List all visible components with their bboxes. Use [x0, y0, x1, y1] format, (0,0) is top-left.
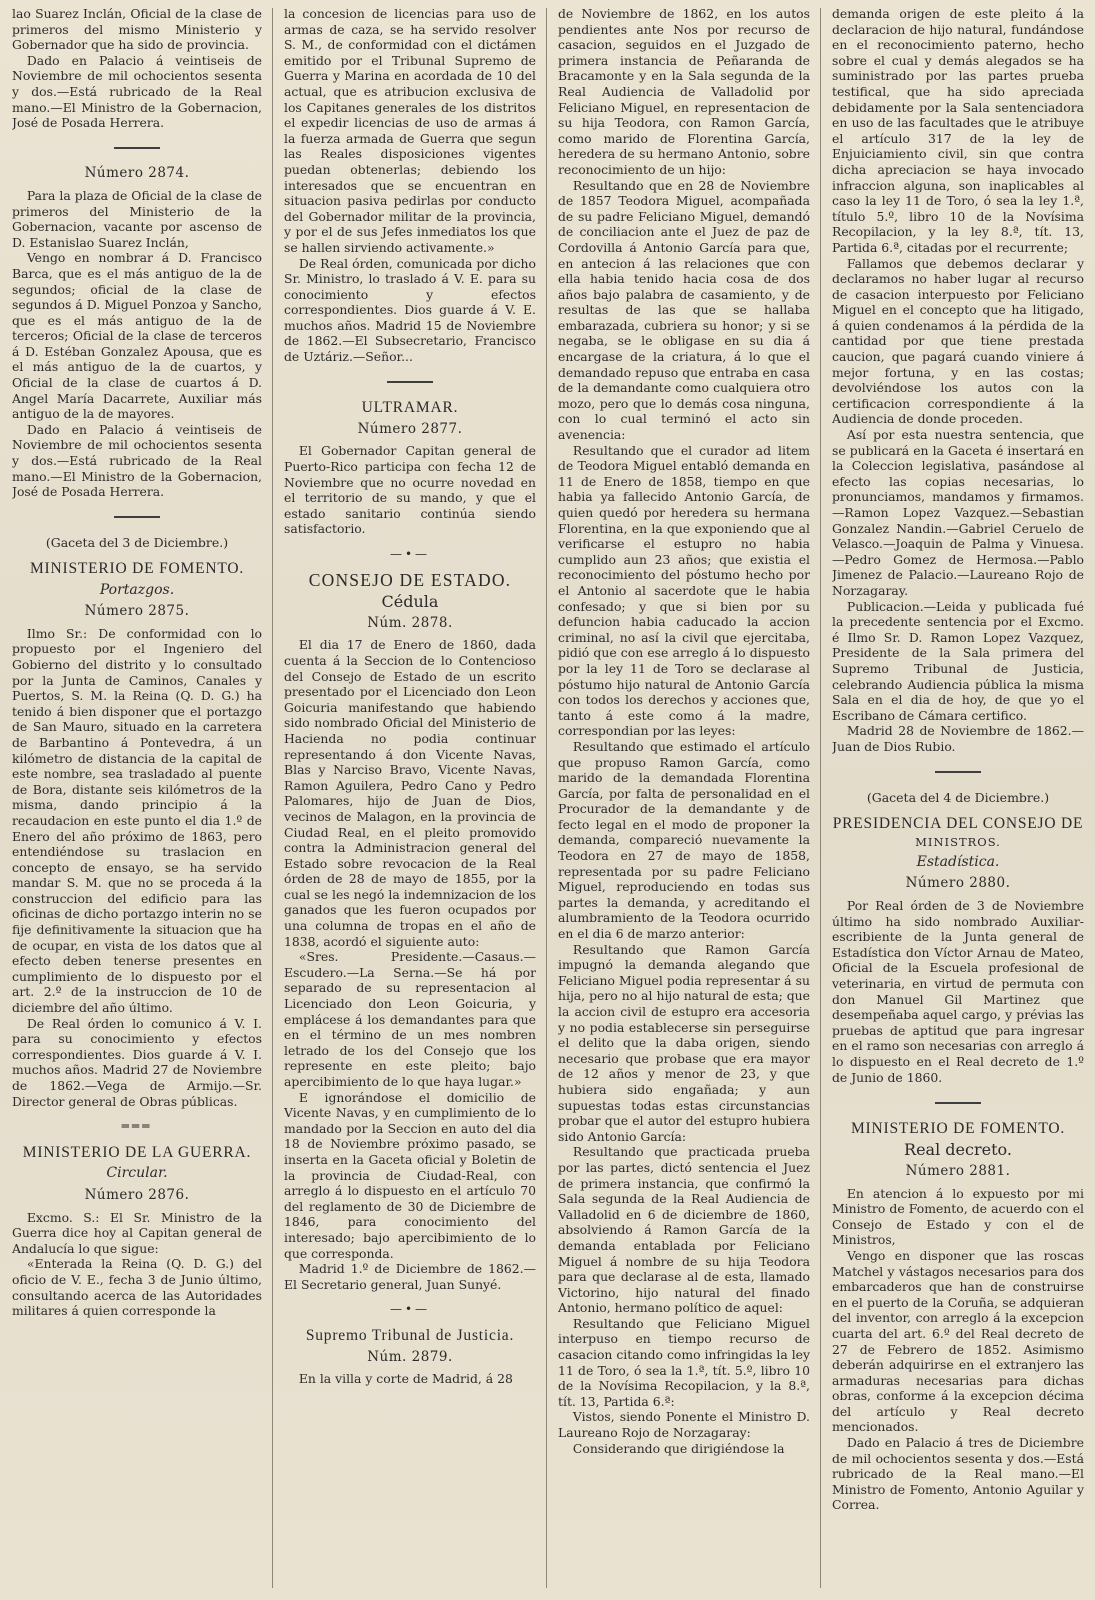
- decree-number: Número 2881.: [905, 1162, 1011, 1179]
- paragraph: Madrid 28 de Noviembre de 1862.—Juan de Dios Rubio.: [832, 723, 1084, 754]
- paragraph: Resultando que Feliciano Miguel interpuso en tiempo recurso de casacion citando como infringidas la ley 11 de Toro, ó sea la 1.ª, tít. 5.º, libro 10 de la Novísima Recopilacion, y la 8.ª, tít. 13, Partida 6.ª:: [558, 1315, 810, 1409]
- paragraph: Resultando que estimado el artículo que propuso Ramon García, como marido de la demandada Florentina García, por falta de personalidad en el Procurador de la demandante y de fecto legal en el modo de proponer la demanda, compareció nuevamente la Teodora en 27 de mayo de 1858, representada por su padre Feliciano Miguel, reproduciendo en todas sus partes la demanda, y acreditando el alumbramiento de la Teodora ocurrido en el dia 6 de marzo anterior:: [558, 738, 810, 942]
- column-rule: [546, 8, 547, 1588]
- ornament-divider: —•—: [389, 547, 431, 561]
- section-heading: MINISTERIO DE FOMENTO.: [29, 560, 245, 577]
- decree-number: Número 2876.: [84, 1186, 190, 1203]
- paragraph: En la villa y corte de Madrid, á 28: [298, 1371, 513, 1387]
- divider: [12, 141, 262, 157]
- column-rule: [820, 8, 821, 1588]
- section-heading: CONSEJO DE ESTADO.: [308, 569, 512, 590]
- section-heading-line: MINISTROS.: [915, 835, 1001, 850]
- section-subheading: Cédula: [381, 592, 439, 612]
- paragraph: De Real órden, comunicada por dicho Sr. Ministro, lo traslado á V. E. para su conocimiento y efectos correspondientes. Dios guarde á V. E. muchos años. Madrid 15 de Noviembre de 1862.—El Subsecretario, Francisco de Uztáriz.—Señor...: [284, 255, 536, 365]
- column-1: [12, 6, 262, 1596]
- paragraph: Considerando que dirigiéndose la: [572, 1440, 785, 1456]
- paragraph: Dado en Palacio á tres de Diciembre de mil ochocientos sesenta y dos.—Está rubricado de la Real mano.—El Ministro de Fomento, Antonio Aguilar y Correa.: [832, 1435, 1084, 1513]
- column-4: [832, 6, 1084, 1596]
- section-subheading: Real decreto.: [904, 1140, 1012, 1160]
- section-heading: MINISTERIO DE FOMENTO.: [850, 1119, 1066, 1137]
- paragraph: En atencion á lo expuesto por mi Ministro de Fomento, de acuerdo con el Consejo de Estado y con el de Ministros,: [832, 1185, 1084, 1248]
- paragraph: Madrid 1.º de Diciembre de 1862.—El Secretario general, Juan Sunyé.: [284, 1261, 536, 1292]
- section-heading: PRESIDENCIA DEL CONSEJO DE: [832, 814, 1084, 832]
- paragraph-continued: la concesion de licencias para uso de armas de caza, se ha servido resolver S. M., de conformidad con el dictámen emitido por el Tribunal Supremo de Guerra y Marina en acordada de 10 del actual, que es atribucion exclusiva de los Capitanes generales de los distritos el expedir licencias de uso de armas á la fuerza armada de Guerra que segun las Reales disposiciones vigentes puedan obtenerlas; debiendo los interesados que se encuentran en situacion pasiva pedirlas por conducto del Gobernador militar de la provincia, y por el de sus Jefes inmediatos los que se hallen sirviendo activamente.»: [284, 6, 536, 255]
- paragraph: Resultando que Ramon García impugnó la demanda alegando que Feliciano Miguel podia representar á su hija, pero no al hijo natural de esta; que la accion civil de estupro era accesoria y no podia establecerse sin perseguirse el delito que la daba origen, siendo necesario que probase que era mayor de 12 años y menor de 23, y que hubiera sido engañada; y aun supuestas todas estas circunstancias probar que el autor del estupro hubiera sido Antonio García:: [558, 941, 810, 1144]
- divider: [832, 1095, 1084, 1111]
- paragraph: Fallamos que debemos declarar y declaramos no haber lugar al recurso de casacion interpuesto por Feliciano Miguel en el concepto que ha litigado, á quien condenamos á la pérdida de la cantidad por que tiene prestada caucion, que pagará cuando viniere á mejor fortuna, y en las costas; devolviéndose los autos con la certificacion correspondiente á la Audiencia de donde proceden.: [832, 255, 1084, 427]
- paragraph: «Enterada la Reina (Q. D. G.) del oficio de V. E., fecha 3 de Junio último, consultando acerca de las Autoridades militares á quien corresponde la: [12, 1256, 262, 1319]
- paragraph: El dia 17 de Enero de 1860, dada cuenta á la Seccion de lo Contencioso del Consejo de Estado de un escrito presentado por el Licenciado don Leon Goicuria manifestando que habiendo sido nombrado Oficial del Ministerio de Hacienda no podia continuar representando á don Vicente Navas, Blas y Narciso Bravo, Vicente Navas, Ramon Aguilera, Pedro Cano y Pedro Palomares, hijo de Juan de Dios, vecinos de Malagon, en la provincia de Ciudad Real, en el pleito promovido contra la Administracion general del Estado sobre revocacion de la Real órden de 28 de mayo de 1855, por la cual se les negó la indemnizacion de los ganados que les fueron ocupados por una columna de tropas en el año de 1838, acordó el siguiente auto:: [284, 637, 536, 949]
- section-heading: Supremo Tribunal de Justicia.: [305, 1326, 515, 1344]
- decree-number: Número 2877.: [357, 420, 463, 437]
- decree-number: Número 2874.: [84, 165, 190, 182]
- section-subheading: Portazgos.: [99, 581, 175, 598]
- ornament-divider: ═══: [121, 1119, 153, 1134]
- decree-number: Número 2875.: [84, 603, 190, 620]
- paragraph: Resultando que practicada prueba por las partes, dictó sentencia el Juez de primera instancia, que confirmó la Sala segunda de la Real Audiencia de Valladolid en 6 de diciembre de 1860, absolviendo á Ramon García de la demanda entablada por Feliciano Miguel á nombre de su hija Teodora para que declarase al de esta, llamado Victorino, hijo natural del finado Antonio, hermano político de aquel:: [558, 1144, 810, 1316]
- paragraph: Publicacion.—Leida y publicada fué la precedente sentencia por el Excmo. é Ilmo Sr. D. Ramon Lopez Vazquez, Presidente de la Sala primera del Supremo Tribunal de Justicia, celebrando Audiencia pública la misma Sala en el dia de hoy, de que yo el Escribano de Cámara certifico.: [832, 598, 1084, 723]
- paragraph: Vistos, siendo Ponente el Ministro D. Laureano Rojo de Norzagaray:: [558, 1409, 810, 1441]
- gaceta-reference: (Gaceta del 4 de Diciembre.): [866, 790, 1050, 806]
- column-2: [284, 6, 536, 1596]
- divider: [284, 375, 536, 391]
- divider: [12, 510, 262, 526]
- section-subheading: Estadística.: [916, 853, 1000, 870]
- divider: [832, 765, 1084, 781]
- gaceta-reference: (Gaceta del 3 de Diciembre.): [45, 535, 229, 551]
- section-heading: MINISTERIO DE LA GUERRA.: [22, 1143, 252, 1161]
- paragraph: Resultando que el curador ad litem de Teodora Miguel entabló demanda en 11 de Enero de 1858, tiempo en que habia ya fallecido Antonio García, de quien quedó por heredera su hermana Florentina, en la que exponiendo que al verificarse el estupro no habia cumplido aun 23 años; que existia el reconocimiento del póstumo hecho por el Antonio al sacerdote que le habia confesado; y que si bien por su defuncion habia caducado la accion criminal, no así la civil que ejercitaba, pidió que con ese arreglo á lo dispuesto por la ley 11 de Toro se declarase al póstumo hijo natural de Antonio García con todos los derechos y acciones que, tanto á este como á la madre, correspondian por las leyes:: [558, 442, 810, 739]
- paragraph: E ignorándose el domicilio de Vicente Navas, y en cumplimiento de lo mandado por la Seccion en auto del dia 18 de Noviembre próximo pasado, se inserta en la Gaceta oficial y Boletin de la provincia de Ciudad-Real, con arreglo á lo dispuesto en el artículo 70 del reglamento de 30 de Diciembre de 1846, para conocimiento del interesado; bajo apercibimiento de lo que corresponda.: [284, 1089, 536, 1261]
- paragraph: Para la plaza de Oficial de la clase de primeros del Ministerio de la Gobernacion, vacante por ascenso de D. Estanislao Suarez Inclán,: [12, 187, 262, 250]
- column-3: [558, 6, 810, 1596]
- paragraph-continued: lao Suarez Inclán, Oficial de la clase de primeros del mismo Ministerio y Gobernador que ha sido de provincia.: [12, 6, 262, 53]
- paragraph: Excmo. S.: El Sr. Ministro de la Guerra dice hoy al Capitan general de Andalucía lo que sigue:: [12, 1209, 262, 1256]
- ornament-divider: —•—: [389, 1302, 431, 1317]
- decree-number: Núm. 2879.: [367, 1348, 453, 1365]
- decree-number: Núm. 2878.: [367, 614, 453, 631]
- decree-number: Número 2880.: [905, 875, 1011, 892]
- paragraph: Resultando que en 28 de Noviembre de 1857 Teodora Miguel, acompañada de su padre Feliciano Miguel, demandó de conciliacion ante el Juez de paz de Cordovilla á Antonio García para que, en antecion á las relaciones que con ella habia tenido hacia cosa de dos años bajo palabra de casamiento, y de resultas de las que se hallaba embarazada, cubriera su honor; y si se negaba, se le obligase en su dia á encargase de la criatura, á lo que el demandado repuso que entraba en casa de la demandante como cualquiera otro mozo, pero que lo demás cosa ninguna, con lo cual terminó el acto sin avenencia:: [558, 177, 810, 443]
- paragraph: De Real órden lo comunico á V. I. para su conocimiento y efectos correspondientes. Dios guarde á V. I. muchos años. Madrid 27 de Noviembre de 1862.—Vega de Armijo.—Sr. Director general de Obras públicas.: [12, 1015, 262, 1109]
- paragraph-continued: demanda origen de este pleito á la declaracion de hijo natural, fundándose en el reconocimiento paterno, hecho sobre el cual y demás alegados se ha suministrado por las partes prueba testifical, que ha sido apreciada debidamente por la Sala sentenciadora en uso de las facultades que le atribuye el artículo 317 de la ley de Enjuiciamiento civil, sin que contra dicha apreciacion se haya invocado infraccion alguna, son inaplicables al caso la ley 11 de Toro, ó sea la ley 1.ª, título 5.º, libro 10 de la Novísima Recopilacion, y la ley 8.ª, tít. 13, Partida 6.ª, citadas por el recurrente;: [832, 6, 1084, 255]
- paragraph-continued: de Noviembre de 1862, en los autos pendientes ante Nos por recurso de casacion, seguidos en el Juzgado de primera instancia de Peñaranda de Bracamonte y en la Sala segunda de la Real Audiencia de Valladolid por Feliciano Miguel, en representacion de su hija Teodora, con Ramon García, como marido de Florentina García, heredera de su hermano Antonio, sobre reconocimiento de un hijo:: [558, 6, 810, 177]
- paragraph: Así por esta nuestra sentencia, que se publicará en la Gaceta é insertará en la Coleccion legislativa, pasándose al efecto las copias necesarias, lo pronunciamos, mandamos y firmamos.—Ramon Lopez Vazquez.—Sebastian Gonzalez Nandin.—Gabriel Ceruelo de Velasco.—Joaquin de Palma y Vinuesa.—Pedro Gomez de Hermosa.—Pablo Jimenez de Palacio.—Laureano Rojo de Norzagaray.: [832, 427, 1084, 598]
- paragraph: Dado en Palacio á veintiseis de Noviembre de mil ochocientos sesenta y dos.—Está rubricado de la Real mano.—El Ministro de la Gobernacion, José de Posada Herrera.: [12, 52, 262, 131]
- paragraph: Ilmo Sr.: De conformidad con lo propuesto por el Ingeniero del Gobierno del distrito y lo consultado por la Junta de Caminos, Canales y Puertos, S. M. la Reina (Q. D. G.) ha tenido á bien disponer que el portazgo de San Mauro, situado en la carretera de Barbantino á Pontevedra, á un kilómetro de distancia de la capital de este nombre, sea trasladado al puente de Bora, distante seis kilómetros de la misma, dando principio á la recaudacion en este punto el dia 1.º de Enero del año próximo de 1863, pero entendiéndose su traslacion en concepto de ensayo, se ha servido mandar S. M. que no se proceda á la construccion del edificio para las oficinas de dicho portazgo interin no se fije definitivamente la situacion que ha de ocupar, en vista de los datos que al efecto deben tenerse presentes en cumplimiento de lo dispuesto por el art. 2.º de la instruccion de 10 de diciembre del año último.: [12, 625, 262, 1016]
- column-rule: [272, 8, 273, 1588]
- paragraph: Por Real órden de 3 de Noviembre último ha sido nombrado Auxiliar-escribiente de la Junta general de Estadística don Víctor Arnau de Mateo, Oficial de la Escuela profesional de veterinaria, en virtud de permuta con don Manuel Gil Martinez que desempeñaba aquel cargo, y prévias las pruebas de aptitud que para ingresar en el ramo son necesarias con arreglo á lo dispuesto en el Real decreto de 1.º de Junio de 1860.: [832, 898, 1084, 1085]
- paragraph: «Sres. Presidente.—Casaus.—Escudero.—La Serna.—Se há por separado de su representacion al Licenciado don Leon Goicuria, y emplácese á los demandantes para que en el término de un mes nombren letrado de los del Consejo que los represente en este pleito; bajo apercibimiento de lo que haya lugar.»: [284, 949, 536, 1089]
- section-subheading: Circular.: [106, 1165, 168, 1182]
- paragraph: Dado en Palacio á veintiseis de Noviembre de mil ochocientos sesenta y dos.—Está rubricado de la Real mano.—El Ministro de la Gobernacion, José de Posada Herrera.: [12, 421, 262, 500]
- paragraph: Vengo en nombrar á D. Francisco Barca, que es el más antiguo de la de segundos; oficial de la clase de segundos á D. Miguel Ponzoa y Sancho, que es el más antiguo de la de terceros; Oficial de la clase de terceros á D. Estéban Gonzalez Apousa, que es el más antiguo de la de cuartos, y Oficial de la clase de cuartos á D. Angel María Dacarrete, Auxiliar más antiguo de la de mayores.: [12, 250, 262, 422]
- paragraph: El Gobernador Capitan general de Puerto-Rico participa con fecha 12 de Noviembre que no ocurre novedad en el territorio de su mando, y que el estado sanitario continúa siendo satisfactorio.: [284, 443, 536, 537]
- section-heading: ULTRAMAR.: [361, 399, 459, 417]
- paragraph: Vengo en disponer que las roscas Matchel y vástagos necesarios para dos embarcaderos que han de construirse en el puerto de la Coruña, se adquieran del inventor, con arreglo á la excepcion cuarta del art. 6.º del Real decreto de 27 de Febrero de 1852. Asimismo deberán adquirirse en el extranjero las armaduras necesarias para dichas obras, conforme á la excepcion décima del artículo y Real decreto mencionados.: [832, 1247, 1084, 1435]
